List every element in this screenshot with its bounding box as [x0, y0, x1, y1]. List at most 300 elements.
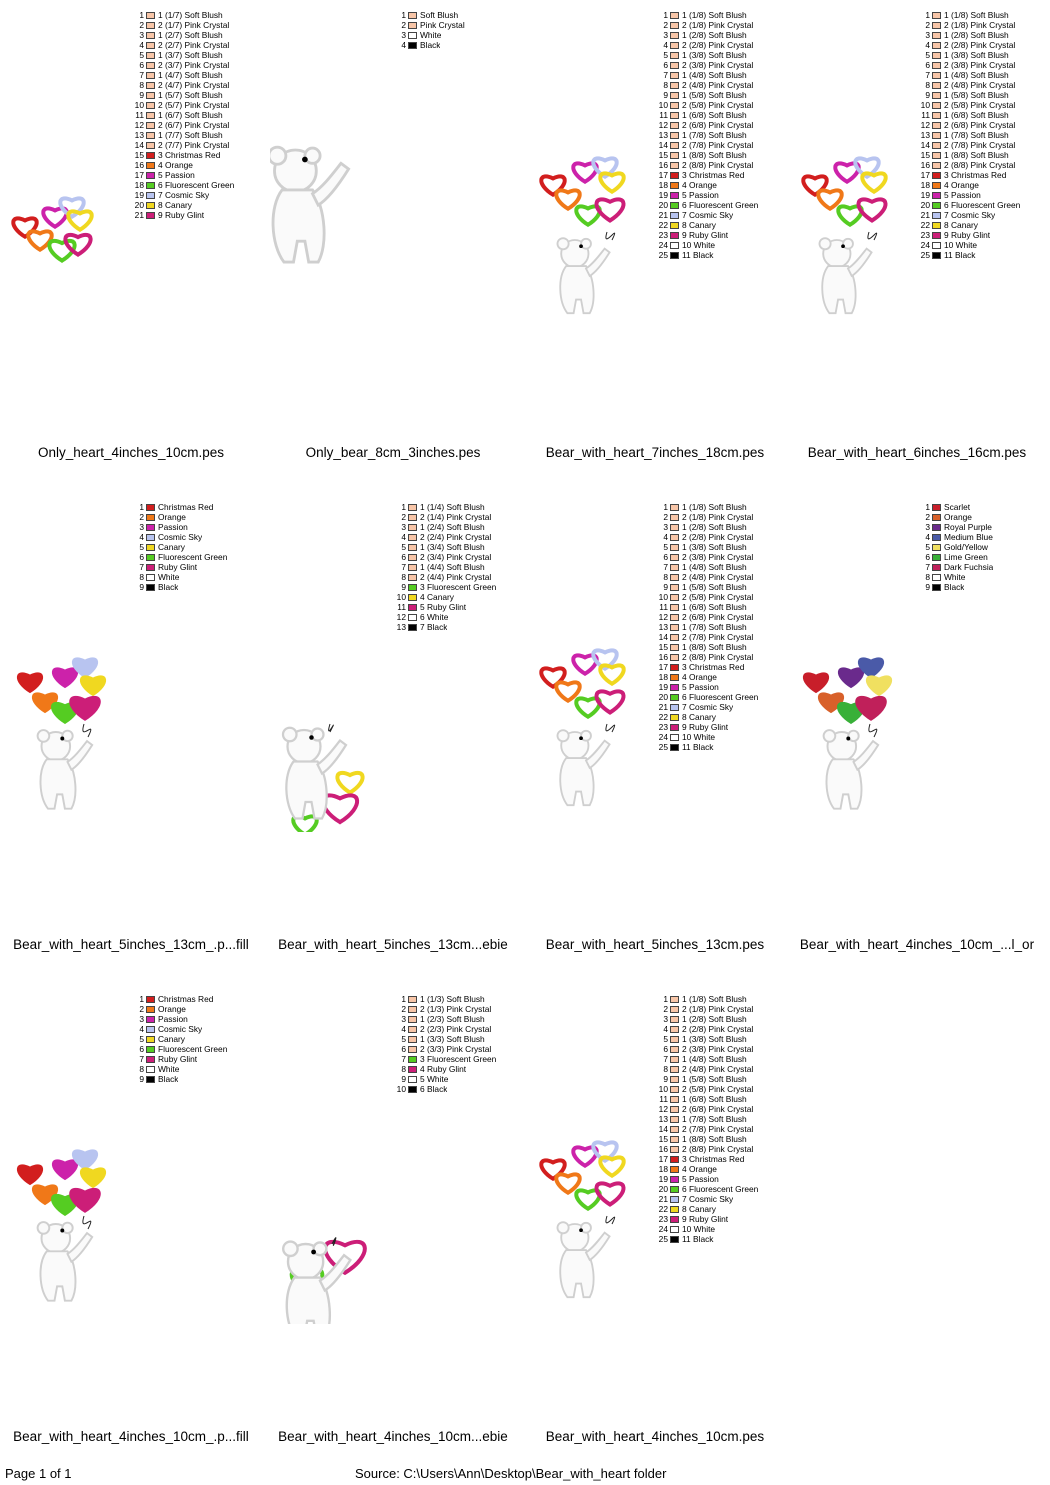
thread-name: 1 (2/8) Soft Blush: [682, 1014, 747, 1024]
thread-swatch: [408, 1036, 417, 1043]
thread-number: 8: [663, 1064, 668, 1074]
thread-swatch: [670, 32, 679, 39]
thread-number: 17: [134, 170, 144, 180]
thread-number: 7: [401, 1054, 406, 1064]
thread-name: 2 (2/8) Pink Crystal: [944, 40, 1016, 50]
thread-row: [394, 522, 522, 532]
thread-number: 13: [658, 1114, 668, 1124]
thread-number: 2: [139, 20, 144, 30]
thread-swatch: [146, 504, 155, 511]
thread-number: 18: [658, 180, 668, 190]
thread-name: 1 (1/8) Soft Blush: [682, 994, 747, 1004]
design-cell: [0, 492, 262, 984]
thread-name: Passion: [158, 1014, 188, 1024]
thread-swatch: [670, 1016, 679, 1023]
thread-number: 14: [658, 632, 668, 642]
thread-swatch: [146, 62, 155, 69]
thread-swatch: [932, 152, 941, 159]
thread-number: 23: [658, 1214, 668, 1224]
thread-number: 19: [920, 190, 930, 200]
thread-number: 22: [920, 220, 930, 230]
thread-name: 1 (4/4) Soft Blush: [420, 562, 485, 572]
thread-number: 2: [925, 20, 930, 30]
thread-swatch: [408, 614, 417, 621]
thread-row: [656, 250, 784, 260]
thread-swatch: [408, 524, 417, 531]
thread-swatch: [670, 724, 679, 731]
thread-name: 2 (4/7) Pink Crystal: [158, 80, 230, 90]
thread-number: 15: [658, 1134, 668, 1144]
thread-name: 1 (4/8) Soft Blush: [944, 70, 1009, 80]
thread-name: 3 Christmas Red: [682, 1154, 745, 1164]
thread-name: 1 (5/8) Soft Blush: [944, 90, 1009, 100]
thread-row: [132, 532, 260, 542]
thread-name: Orange: [158, 512, 186, 522]
thread-number: 5: [663, 1034, 668, 1044]
thread-number: 19: [658, 190, 668, 200]
balloon-string: [606, 232, 615, 240]
heart-shape: [52, 668, 77, 688]
thread-number: 4: [925, 532, 930, 542]
thread-number: 11: [135, 110, 144, 120]
thread-name: 1 (1/7) Soft Blush: [158, 10, 223, 20]
thread-number: 10: [396, 592, 406, 602]
thread-row: [918, 150, 1046, 160]
bear-outline: [270, 147, 349, 262]
thread-row: [656, 1194, 784, 1204]
thread-swatch: [670, 1056, 679, 1063]
thread-row: [132, 100, 260, 110]
thread-number: 19: [658, 682, 668, 692]
thread-number: 3: [139, 522, 144, 532]
thread-swatch: [932, 102, 941, 109]
thread-name: 9 Ruby Glint: [682, 1214, 729, 1224]
thread-row: [656, 692, 784, 702]
thread-number: 25: [658, 1234, 668, 1244]
thread-swatch: [932, 42, 941, 49]
thread-number: 22: [658, 220, 668, 230]
thread-number: 1: [139, 994, 144, 1004]
thread-name: 1 (8/8) Soft Blush: [682, 642, 747, 652]
thread-number: 12: [658, 120, 668, 130]
thread-number: 10: [658, 592, 668, 602]
thread-number: 9: [139, 582, 144, 592]
thread-swatch: [146, 12, 155, 19]
heart-shape: [65, 235, 90, 255]
thread-row: [394, 582, 522, 592]
thread-name: 2 (6/8) Pink Crystal: [944, 120, 1016, 130]
thread-number: 1: [139, 10, 144, 20]
thread-swatch: [670, 694, 679, 701]
thread-swatch: [670, 42, 679, 49]
thread-name: 2 (3/8) Pink Crystal: [682, 1044, 754, 1054]
thread-name: 2 (3/4) Pink Crystal: [420, 552, 492, 562]
thread-row: [132, 582, 260, 592]
thread-name: 2 (7/8) Pink Crystal: [682, 1124, 754, 1134]
design-filename: Only_bear_8cm_3inches.pes: [305, 445, 481, 460]
thread-number: 9: [401, 1074, 406, 1084]
thread-row: [656, 220, 784, 230]
thread-row: [918, 522, 1046, 532]
thread-number: 18: [134, 180, 144, 190]
thread-row: [132, 1074, 260, 1084]
thread-swatch: [932, 544, 941, 551]
balloon-string: [869, 724, 877, 737]
thread-swatch: [670, 554, 679, 561]
thread-color-legend: [132, 994, 260, 1084]
thread-swatch: [670, 584, 679, 591]
thread-name: Passion: [158, 522, 188, 532]
thread-swatch: [670, 664, 679, 671]
thread-swatch: [408, 1006, 417, 1013]
thread-row: [132, 60, 260, 70]
thread-name: Gold/Yellow: [944, 542, 988, 552]
balloon-string: [83, 1216, 91, 1229]
thread-name: 1 (6/8) Soft Blush: [682, 110, 747, 120]
thread-name: 1 (2/4) Soft Blush: [420, 522, 485, 532]
thread-swatch: [408, 1086, 417, 1093]
thread-row: [656, 20, 784, 30]
thread-row: [132, 1004, 260, 1014]
thread-swatch: [670, 634, 679, 641]
thread-number: 25: [658, 250, 668, 260]
thread-row: [656, 210, 784, 220]
thread-number: 3: [925, 522, 930, 532]
thread-number: 6: [663, 60, 668, 70]
thread-row: [132, 210, 260, 220]
thread-name: 6 Black: [420, 1084, 448, 1094]
thread-row: [656, 562, 784, 572]
thread-number: 7: [925, 70, 930, 80]
design-cell: [0, 0, 262, 492]
thread-name: 5 Ruby Glint: [420, 602, 467, 612]
thread-row: [656, 240, 784, 250]
thread-name: 1 (1/8) Soft Blush: [682, 10, 747, 20]
thread-number: 17: [920, 170, 930, 180]
thread-name: 2 (2/8) Pink Crystal: [682, 1024, 754, 1034]
bear-nose: [311, 1250, 316, 1255]
thread-number: 4: [925, 40, 930, 50]
design-filename: Bear_with_heart_4inches_10cm...ebie: [278, 1429, 508, 1444]
thread-number: 12: [920, 120, 930, 130]
thread-name: 1 (7/8) Soft Blush: [944, 130, 1009, 140]
thread-name: 5 Passion: [158, 170, 195, 180]
thread-number: 15: [658, 642, 668, 652]
source-path: Source: C:\Users\Ann\Desktop\Bear_with_heart folder: [355, 1466, 667, 1481]
thread-number: 8: [139, 80, 144, 90]
thread-name: 2 (5/8) Pink Crystal: [944, 100, 1016, 110]
thread-number: 1: [663, 994, 668, 1004]
thread-swatch: [670, 734, 679, 741]
thread-row: [132, 180, 260, 190]
thread-swatch: [932, 534, 941, 541]
thread-swatch: [670, 82, 679, 89]
thread-number: 2: [139, 1004, 144, 1014]
thread-name: Cosmic Sky: [158, 532, 203, 542]
thread-number: 12: [134, 120, 144, 130]
thread-row: [394, 622, 522, 632]
bear-nose: [579, 736, 583, 740]
thread-swatch: [670, 1096, 679, 1103]
thread-number: 15: [920, 150, 930, 160]
thread-row: [656, 1074, 784, 1084]
thread-name: 7 Cosmic Sky: [682, 1194, 734, 1204]
thread-name: Scarlet: [944, 502, 971, 512]
thread-row: [656, 170, 784, 180]
design-filename: Bear_with_heart_4inches_10cm_...l_or: [799, 937, 1035, 952]
thread-swatch: [146, 142, 155, 149]
heart-shape: [323, 795, 357, 822]
thread-row: [394, 1064, 522, 1074]
thread-name: 5 Passion: [682, 682, 719, 692]
thread-name: 1 (7/8) Soft Blush: [682, 130, 747, 140]
thread-name: White: [158, 572, 180, 582]
heart-shape: [13, 218, 36, 236]
thread-name: 2 (5/7) Pink Crystal: [158, 100, 230, 110]
thread-row: [918, 210, 1046, 220]
thread-swatch: [670, 624, 679, 631]
thread-swatch: [408, 1066, 417, 1073]
thread-row: [132, 190, 260, 200]
thread-number: 16: [658, 1144, 668, 1154]
thread-swatch: [670, 996, 679, 1003]
thread-row: [656, 160, 784, 170]
thread-number: 23: [920, 230, 930, 240]
thread-row: [132, 150, 260, 160]
thread-name: 2 (2/4) Pink Crystal: [420, 532, 492, 542]
thread-number: 6: [925, 552, 930, 562]
thread-row: [656, 702, 784, 712]
thread-swatch: [932, 22, 941, 29]
thread-number: 3: [663, 1014, 668, 1024]
thread-swatch: [670, 714, 679, 721]
thread-row: [656, 682, 784, 692]
thread-swatch: [670, 1036, 679, 1043]
thread-row: [656, 622, 784, 632]
thread-swatch: [146, 212, 155, 219]
thread-swatch: [146, 584, 155, 591]
embroidery-preview: [270, 140, 400, 340]
thread-swatch: [670, 1106, 679, 1113]
bear-outline: [38, 1222, 93, 1301]
thread-number: 6: [139, 1044, 144, 1054]
thread-number: 17: [658, 170, 668, 180]
thread-row: [132, 10, 260, 20]
thread-name: 2 (4/8) Pink Crystal: [682, 1064, 754, 1074]
thread-row: [394, 562, 522, 572]
balloon-string: [606, 1216, 615, 1224]
thread-swatch: [670, 192, 679, 199]
thread-name: 8 Canary: [158, 200, 192, 210]
thread-row: [918, 512, 1046, 522]
thread-name: 3 Fluorescent Green: [420, 1054, 497, 1064]
thread-swatch: [670, 1026, 679, 1033]
thread-row: [918, 130, 1046, 140]
thread-swatch: [670, 1236, 679, 1243]
thread-row: [918, 230, 1046, 240]
thread-swatch: [146, 544, 155, 551]
thread-swatch: [932, 232, 941, 239]
thread-row: [918, 140, 1046, 150]
thread-name: 7 Black: [420, 622, 448, 632]
thread-number: 17: [658, 1154, 668, 1164]
design-cell: [0, 984, 262, 1476]
thread-row: [132, 522, 260, 532]
heart-shape: [70, 696, 101, 720]
thread-number: 21: [658, 1194, 668, 1204]
thread-swatch: [408, 544, 417, 551]
thread-number: 12: [396, 612, 406, 622]
thread-number: 4: [663, 1024, 668, 1034]
thread-name: 5 Passion: [682, 1174, 719, 1184]
thread-name: 6 Fluorescent Green: [158, 180, 235, 190]
thread-color-legend: [656, 994, 784, 1244]
thread-swatch: [408, 1056, 417, 1063]
thread-row: [132, 90, 260, 100]
thread-name: Royal Purple: [944, 522, 992, 532]
thread-swatch: [146, 122, 155, 129]
thread-number: 25: [920, 250, 930, 260]
thread-number: 1: [401, 10, 406, 20]
thread-name: 4 Orange: [682, 672, 717, 682]
thread-name: 1 (6/7) Soft Blush: [158, 110, 223, 120]
thread-row: [656, 1044, 784, 1054]
thread-swatch: [932, 132, 941, 139]
thread-swatch: [146, 202, 155, 209]
thread-row: [656, 1134, 784, 1144]
thread-name: 10 White: [944, 240, 978, 250]
thread-swatch: [408, 604, 417, 611]
thread-name: 8 Canary: [944, 220, 978, 230]
thread-name: 1 (8/8) Soft Blush: [682, 1134, 747, 1144]
thread-name: 1 (4/8) Soft Blush: [682, 1054, 747, 1064]
thread-swatch: [932, 142, 941, 149]
thread-name: 1 (6/8) Soft Blush: [682, 602, 747, 612]
thread-number: 1: [663, 10, 668, 20]
thread-name: 11 Black: [682, 1234, 714, 1244]
thread-name: 1 (2/8) Soft Blush: [682, 522, 747, 532]
thread-name: 6 Fluorescent Green: [944, 200, 1021, 210]
thread-swatch: [408, 574, 417, 581]
bear-nose: [60, 737, 64, 741]
thread-swatch: [146, 132, 155, 139]
thread-row: [656, 512, 784, 522]
balloon-string: [83, 724, 91, 737]
thread-row: [918, 572, 1046, 582]
heart-shape: [596, 1183, 623, 1204]
thread-swatch: [408, 42, 417, 49]
thread-row: [656, 70, 784, 80]
thread-swatch: [146, 574, 155, 581]
thread-swatch: [670, 674, 679, 681]
thread-number: 8: [139, 1064, 144, 1074]
embroidery-preview: [532, 1124, 662, 1324]
thread-number: 13: [658, 130, 668, 140]
bear-nose: [579, 1228, 583, 1232]
thread-name: 9 Ruby Glint: [944, 230, 991, 240]
bear-outline: [824, 730, 879, 809]
bear-outline: [819, 238, 871, 313]
thread-swatch: [146, 162, 155, 169]
thread-name: 4 Canary: [420, 592, 454, 602]
thread-number: 6: [401, 552, 406, 562]
thread-number: 3: [139, 1014, 144, 1024]
thread-swatch: [408, 584, 417, 591]
thread-number: 11: [659, 110, 668, 120]
thread-number: 7: [663, 562, 668, 572]
thread-name: 2 (6/8) Pink Crystal: [682, 120, 754, 130]
thread-number: 14: [920, 140, 930, 150]
thread-number: 9: [139, 90, 144, 100]
thread-number: 8: [139, 572, 144, 582]
thread-row: [394, 994, 522, 1004]
thread-row: [656, 200, 784, 210]
thread-row: [394, 552, 522, 562]
design-filename: Bear_with_heart_6inches_16cm.pes: [807, 445, 1027, 460]
thread-swatch: [146, 564, 155, 571]
thread-number: 4: [139, 40, 144, 50]
thread-name: 2 (1/4) Pink Crystal: [420, 512, 492, 522]
thread-row: [132, 120, 260, 130]
thread-name: 2 (3/8) Pink Crystal: [682, 60, 754, 70]
thread-number: 16: [920, 160, 930, 170]
thread-name: 1 (6/8) Soft Blush: [944, 110, 1009, 120]
thread-name: 9 Ruby Glint: [158, 210, 205, 220]
thread-name: 1 (5/8) Soft Blush: [682, 90, 747, 100]
thread-number: 1: [663, 502, 668, 512]
thread-row: [132, 80, 260, 90]
thread-row: [918, 110, 1046, 120]
thread-number: 2: [925, 512, 930, 522]
balloon-string: [868, 232, 877, 240]
thread-name: 1 (6/8) Soft Blush: [682, 1094, 747, 1104]
thread-number: 5: [925, 50, 930, 60]
thread-swatch: [932, 112, 941, 119]
thread-swatch: [932, 252, 941, 259]
thread-row: [132, 1044, 260, 1054]
thread-number: 24: [920, 240, 930, 250]
embroidery-preview: [8, 632, 138, 832]
thread-swatch: [932, 92, 941, 99]
thread-swatch: [932, 564, 941, 571]
thread-name: 2 (5/8) Pink Crystal: [682, 592, 754, 602]
thread-swatch: [146, 112, 155, 119]
thread-name: 2 (3/3) Pink Crystal: [420, 1044, 492, 1054]
thread-name: 2 (5/8) Pink Crystal: [682, 100, 754, 110]
thread-swatch: [932, 584, 941, 591]
thread-row: [656, 1204, 784, 1214]
thread-name: Orange: [944, 512, 972, 522]
embroidery-preview: [794, 140, 924, 340]
thread-row: [394, 1084, 522, 1094]
thread-name: 10 White: [682, 732, 716, 742]
thread-swatch: [670, 212, 679, 219]
thread-number: 20: [658, 200, 668, 210]
thread-swatch: [670, 62, 679, 69]
thread-row: [394, 572, 522, 582]
thread-swatch: [932, 12, 941, 19]
thread-number: 1: [925, 502, 930, 512]
thread-name: 2 (4/4) Pink Crystal: [420, 572, 492, 582]
thread-number: 2: [401, 20, 406, 30]
thread-number: 21: [658, 702, 668, 712]
thread-name: White: [944, 572, 966, 582]
thread-name: 8 Canary: [682, 712, 716, 722]
thread-swatch: [146, 22, 155, 29]
thread-row: [918, 190, 1046, 200]
thread-row: [132, 542, 260, 552]
thread-name: Canary: [158, 542, 185, 552]
